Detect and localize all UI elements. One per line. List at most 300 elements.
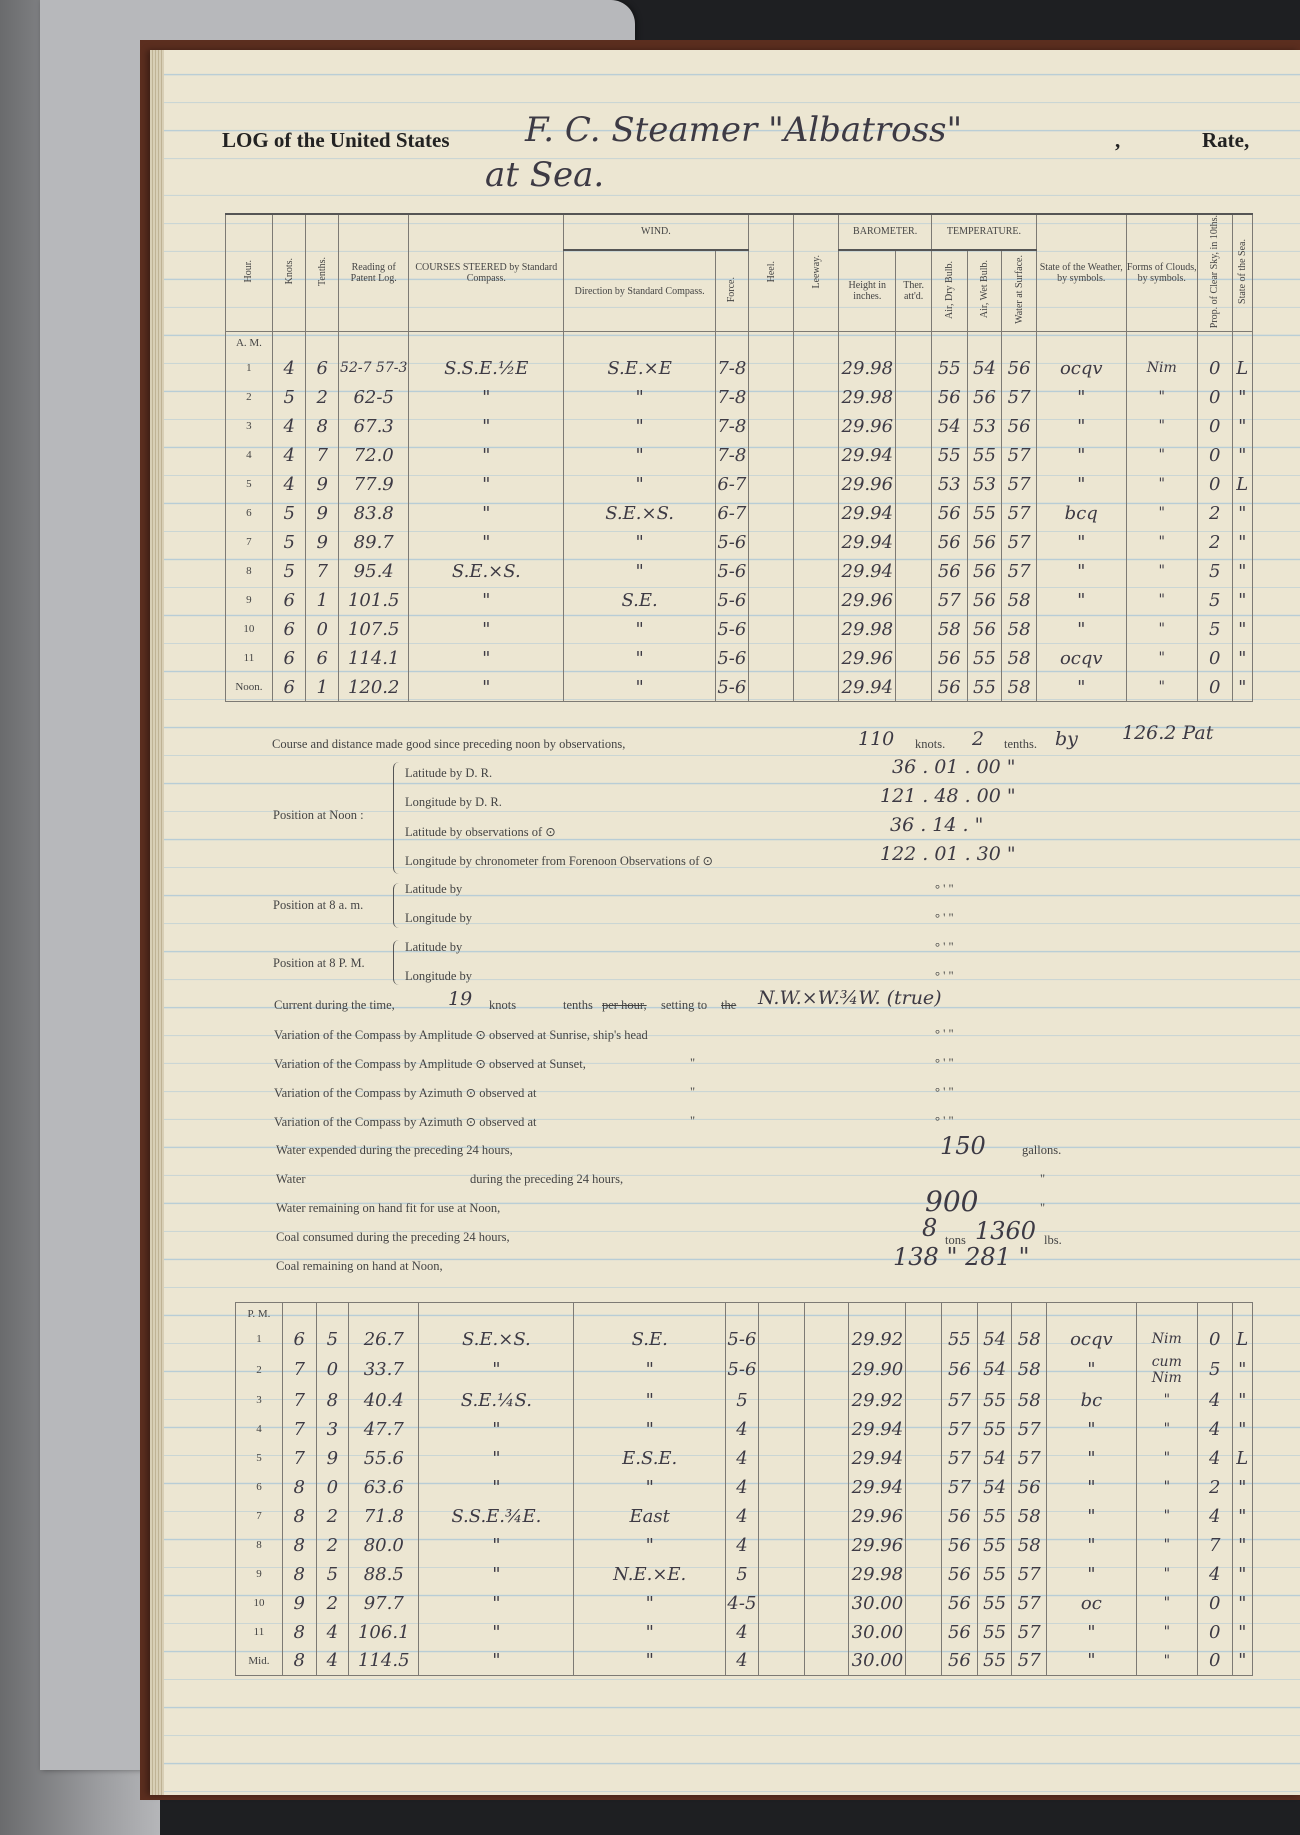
weather-cell: bcq [1036,499,1126,528]
tons-label: tons [945,1233,966,1247]
table-bottom [726,1676,759,1682]
barometer-cell: 29.98 [849,1560,906,1589]
water-temp-cell: 57 [1002,441,1037,470]
knots-cell: 6 [282,1325,316,1354]
heel-cell [758,1560,804,1589]
therm-attached-cell [896,354,932,383]
lat-8pm-label: Latitude by [405,940,463,954]
log-row [226,586,1253,615]
weather-cell: " [1047,1444,1137,1473]
knots-label: knots. [915,737,946,751]
clouds-cell: " [1136,1473,1197,1502]
variation-sunset-value: ° ' " [935,1056,954,1070]
patent-log-cell: 26.7 [349,1325,419,1354]
table-bottom [236,1676,283,1682]
heel-cell [758,1647,804,1676]
tenths-cell: 0 [306,615,339,644]
tenths-cell: 7 [306,557,339,586]
air-dry-cell: 57 [942,1473,978,1502]
water-label: Water [276,1172,306,1186]
therm-attached-cell [896,383,932,412]
tenths-cell: 5 [316,1560,349,1589]
log-row [236,1444,1253,1473]
air-wet-cell: 55 [977,1589,1012,1618]
therm-attached-cell [906,1618,942,1647]
col-knots: Knots. [272,214,306,332]
clouds-cell: " [1126,499,1197,528]
empty-cell [849,1303,906,1325]
water-temp-cell: 58 [1002,586,1037,615]
wind-direction-cell: East [574,1502,726,1531]
knots-cell: 4 [272,354,306,383]
table-bottom [1002,702,1037,708]
rate-label: Rate, [1202,128,1250,152]
heel-cell [758,1473,804,1502]
therm-attached-cell [906,1560,942,1589]
sea-state-cell: " [1232,383,1252,412]
col-wind-force: Force. [716,250,749,332]
air-dry-cell: 56 [931,557,967,586]
barometer-cell: 29.94 [839,557,896,586]
table-bottom [1232,1676,1253,1682]
knots-cell: 6 [272,673,306,702]
distance-label: Course and distance made good since preceding noon by observations, [272,737,626,751]
wind-force-cell: 5-6 [716,673,749,702]
weather-cell: ocqv [1036,644,1126,673]
weather-cell: ocqv [1036,354,1126,383]
leeway-cell [804,1325,849,1354]
air-wet-cell: 55 [967,644,1002,673]
sea-state-cell: " [1232,1502,1253,1531]
sea-state-cell: L [1232,1444,1253,1473]
lon-dr-value: 121 . 48 . 00 " [880,785,1016,807]
wind-force-cell: 4-5 [726,1589,759,1618]
wind-force-cell: 5-6 [716,644,749,673]
knots-cell: 8 [282,1531,316,1560]
patent-log-cell: 89.7 [339,528,409,557]
clear-sky-cell: 0 [1197,673,1232,702]
weather-cell: bc [1047,1386,1137,1415]
hour-cell: Noon. [226,673,273,702]
clouds-cell: " [1136,1531,1197,1560]
lon-8pm-label: Longitude by [405,969,473,983]
wind-direction-cell: " [574,1415,726,1444]
heel-cell [758,1415,804,1444]
log-row [236,1560,1253,1589]
air-dry-cell: 56 [931,673,967,702]
sea-state-cell: " [1232,644,1252,673]
course-cell: " [419,1415,574,1444]
clear-sky-cell: 2 [1197,499,1232,528]
log-row [236,1415,1253,1444]
wind-force-cell: 4 [726,1647,759,1676]
log-row [236,1386,1253,1415]
table-bottom [896,702,932,708]
course-cell: " [409,499,564,528]
patent-log-cell: 83.8 [339,499,409,528]
col-weather: State of the Weather, by symbols. [1036,214,1126,332]
barometer-cell: 29.94 [839,673,896,702]
barometer-cell: 29.96 [839,644,896,673]
clear-sky-cell: 4 [1197,1502,1232,1531]
hour-cell: 3 [236,1386,283,1415]
air-dry-cell: 56 [942,1502,978,1531]
knots-cell: 7 [282,1444,316,1473]
empty-cell [931,332,967,354]
tenths-cell: 7 [306,441,339,470]
therm-attached-cell [906,1325,942,1354]
water-temp-cell: 57 [1002,557,1037,586]
variation-sunset-ditto: " [690,1056,696,1070]
table-bottom [419,1676,574,1682]
hour-cell: 11 [226,644,273,673]
wind-force-cell: 4 [726,1415,759,1444]
knots-cell: 8 [282,1618,316,1647]
empty-cell [419,1303,574,1325]
barometer-cell: 29.96 [849,1531,906,1560]
sea-state-cell: " [1232,1386,1253,1415]
empty-cell [339,332,409,354]
clear-sky-cell: 5 [1197,615,1232,644]
heel-cell [748,412,794,441]
log-row [226,528,1253,557]
wind-force-cell: 5-6 [716,557,749,586]
air-wet-cell: 55 [977,1560,1012,1589]
heel-cell [748,441,794,470]
leeway-cell [794,557,839,586]
water-temp-cell: 57 [1012,1589,1047,1618]
barometer-cell: 29.94 [839,499,896,528]
course-cell: S.E.×S. [409,557,564,586]
therm-attached-cell [896,586,932,615]
heel-cell [758,1325,804,1354]
therm-attached-cell [896,499,932,528]
col-air-dry: Air, Dry Bulb. [931,250,967,332]
knots-cell: 7 [282,1354,316,1386]
log-row [226,470,1253,499]
knots-cell: 9 [282,1589,316,1618]
empty-cell [1012,1303,1047,1325]
barometer-cell: 29.92 [849,1325,906,1354]
therm-attached-cell [896,673,932,702]
clouds-cell: " [1126,673,1197,702]
wind-direction-cell: S.E.×E [564,354,716,383]
tenths-cell: 3 [316,1415,349,1444]
sea-state-cell: " [1232,615,1252,644]
current-knots-label: knots [489,998,517,1012]
col-hour: Hour. [226,214,273,332]
weather-cell: " [1036,412,1126,441]
sea-state-cell: " [1232,1589,1253,1618]
wind-force-cell: 4 [726,1444,759,1473]
air-dry-cell: 57 [942,1444,978,1473]
lon-8pm-value: ° ' " [935,969,954,983]
air-dry-cell: 57 [942,1415,978,1444]
leeway-cell [794,383,839,412]
log-row [226,644,1253,673]
course-cell: " [409,644,564,673]
wind-force-cell: 5-6 [726,1354,759,1386]
wind-direction-cell: " [564,673,716,702]
air-wet-cell: 56 [967,586,1002,615]
wind-force-cell: 4 [726,1618,759,1647]
wind-force-cell: 7-8 [716,383,749,412]
patent-log-cell: 120.2 [339,673,409,702]
air-dry-cell: 55 [931,354,967,383]
hour-cell: 7 [226,528,273,557]
log-row [236,1502,1253,1531]
clouds-cell: " [1136,1415,1197,1444]
barometer-cell: 29.96 [849,1502,906,1531]
lat-dr-label: Latitude by D. R. [405,766,493,780]
wind-force-cell: 4 [726,1473,759,1502]
clear-sky-cell: 0 [1197,1589,1232,1618]
barometer-cell: 29.92 [849,1386,906,1415]
air-dry-cell: 57 [942,1386,978,1415]
current-knots: 19 [448,988,473,1010]
hour-cell: 2 [226,383,273,412]
course-cell: " [409,441,564,470]
empty-cell [574,1303,726,1325]
wind-direction-cell: " [574,1531,726,1560]
therm-attached-cell [896,470,932,499]
water-temp-cell: 56 [1002,354,1037,383]
patent-log-cell: 72.0 [339,441,409,470]
coal-consumed-label: Coal consumed during the preceding 24 hours, [276,1230,510,1244]
wind-force-cell: 5-6 [716,528,749,557]
barometer-cell: 29.98 [839,383,896,412]
wind-direction-cell: " [564,470,716,499]
empty-cell [349,1303,419,1325]
course-cell: " [409,673,564,702]
lon-chron-value: 122 . 01 . 30 " [880,843,1016,865]
heel-cell [748,528,794,557]
empty-cell [967,332,1002,354]
leeway-cell [794,673,839,702]
heel-cell [758,1589,804,1618]
col-wind-direction: Direction by Standard Compass. [564,250,716,332]
table-bottom [931,702,967,708]
clear-sky-cell: 2 [1197,528,1232,557]
distance-note: by [1055,728,1078,750]
sea-state-cell: " [1232,441,1252,470]
tenths-cell: 1 [306,586,339,615]
clouds-cell: " [1126,470,1197,499]
log-row [236,1531,1253,1560]
clouds-cell: " [1126,528,1197,557]
current-label: Current during the time, [274,998,395,1012]
course-cell: S.E.×S. [419,1325,574,1354]
course-cell: " [409,586,564,615]
knots-cell: 4 [272,441,306,470]
heel-cell [758,1502,804,1531]
col-leeway: Leeway. [794,214,839,332]
leeway-cell [794,412,839,441]
air-wet-cell: 53 [967,470,1002,499]
air-wet-cell: 55 [967,441,1002,470]
wind-direction-cell: " [564,557,716,586]
course-cell: " [419,1589,574,1618]
tenths-cell: 9 [306,499,339,528]
weather-cell: " [1047,1647,1137,1676]
barometer-cell: 29.98 [839,615,896,644]
tenths-cell: 8 [306,412,339,441]
table-bottom [967,702,1002,708]
8pm-brace [393,940,400,985]
patent-log-cell: 55.6 [349,1444,419,1473]
clear-sky-cell: 0 [1197,644,1232,673]
col-temperature: TEMPERATURE. [931,214,1036,250]
wind-direction-cell: " [564,412,716,441]
therm-attached-cell [906,1589,942,1618]
weather-cell: " [1036,528,1126,557]
barometer-cell: 29.94 [849,1444,906,1473]
variation-sunrise-label: Variation of the Compass by Amplitude ⊙ observed at Sunrise, ship's head [274,1028,648,1042]
wind-direction-cell: " [564,615,716,644]
barometer-cell: 29.94 [839,528,896,557]
leeway-cell [804,1589,849,1618]
knots-cell: 8 [282,1473,316,1502]
col-heel: Heel. [748,214,794,332]
water-temp-cell: 56 [1002,412,1037,441]
table-bottom [1012,1676,1047,1682]
sea-state-cell: " [1232,1354,1253,1386]
tenths-cell: 0 [316,1354,349,1386]
air-wet-cell: 56 [967,528,1002,557]
current-tenths-label: tenths [563,998,593,1012]
wind-direction-cell: N.E.×E. [574,1560,726,1589]
col-clear-sky: Prop. of Clear Sky, in 10ths. [1197,214,1232,332]
heel-cell [748,673,794,702]
air-dry-cell: 55 [942,1325,978,1354]
hour-cell: 9 [236,1560,283,1589]
table-bottom [942,1676,978,1682]
weather-cell: " [1036,557,1126,586]
clear-sky-cell: 0 [1197,470,1232,499]
variation-azimuth1-value: ° ' " [935,1085,954,1099]
weather-cell: " [1036,673,1126,702]
hour-cell: 10 [226,615,273,644]
patent-log-cell: 107.5 [339,615,409,644]
course-cell: " [419,1647,574,1676]
lon-8am-value: ° ' " [935,911,954,925]
table-bottom [758,1676,804,1682]
table-bottom [226,702,273,708]
weather-cell: " [1036,383,1126,412]
lon-8am-label: Longitude by [405,911,473,925]
patent-log-cell: 114.5 [349,1647,419,1676]
log-row [226,354,1253,383]
knots-cell: 6 [272,615,306,644]
clouds-cell: " [1126,412,1197,441]
course-cell: " [419,1354,574,1386]
table-bottom [409,702,564,708]
leeway-cell [804,1531,849,1560]
patent-log-cell: 67.3 [339,412,409,441]
knots-cell: 6 [272,644,306,673]
heel-cell [758,1618,804,1647]
water-temp-cell: 58 [1012,1325,1047,1354]
hour-cell: 9 [226,586,273,615]
course-cell: " [409,470,564,499]
am-log-table [225,213,1253,708]
empty-cell [977,1303,1012,1325]
wind-direction-cell: " [574,1618,726,1647]
clear-sky-cell: 5 [1197,586,1232,615]
therm-attached-cell [896,644,932,673]
leeway-cell [794,499,839,528]
air-wet-cell: 56 [967,383,1002,412]
table-bottom [849,1676,906,1682]
leeway-cell [804,1618,849,1647]
air-wet-cell: 55 [977,1502,1012,1531]
clouds-cell: " [1136,1502,1197,1531]
heel-cell [748,615,794,644]
8am-brace [393,883,400,928]
weather-cell: " [1047,1560,1137,1589]
wind-direction-cell: " [564,383,716,412]
air-wet-cell: 54 [977,1473,1012,1502]
tenths-cell: 6 [306,644,339,673]
hour-cell: 1 [236,1325,283,1354]
water-temp-cell: 57 [1012,1444,1047,1473]
wind-force-cell: 7-8 [716,354,749,383]
pm-log-table [235,1302,1253,1682]
wind-direction-cell: " [574,1589,726,1618]
empty-cell [716,332,749,354]
water-remaining-label: Water remaining on hand fit for use at Noon, [276,1201,501,1215]
wind-direction-cell: S.E.×S. [564,499,716,528]
log-row [226,499,1253,528]
leeway-cell [794,441,839,470]
clouds-cell: Nim [1136,1325,1197,1354]
water-remaining-value: 900 [925,1185,979,1218]
air-dry-cell: 55 [931,441,967,470]
table-bottom [1197,1676,1232,1682]
knots-cell: 5 [272,557,306,586]
sea-state-cell: " [1232,1618,1253,1647]
clear-sky-cell: 5 [1197,1354,1232,1386]
col-wind: WIND. [564,214,748,250]
empty-cell [316,1303,349,1325]
sea-state-cell: L [1232,470,1252,499]
knots-cell: 5 [272,528,306,557]
therm-attached-cell [896,557,932,586]
heel-cell [748,383,794,412]
lon-dr-label: Longitude by D. R. [405,795,502,809]
sea-state-cell: " [1232,1473,1253,1502]
empty-cell [1136,1303,1197,1325]
clouds-cell: " [1136,1647,1197,1676]
clear-sky-cell: 0 [1197,441,1232,470]
clear-sky-cell: 0 [1197,1647,1232,1676]
leeway-cell [804,1415,849,1444]
knots-cell: 4 [272,412,306,441]
current-setting-label: setting to [661,998,708,1012]
table-bottom [282,1676,316,1682]
log-row [226,383,1253,412]
table-bottom [906,1676,942,1682]
tenths-cell: 2 [306,383,339,412]
position-8am-label: Position at 8 a. m. [273,898,364,912]
position-noon-label: Position at Noon : [273,808,364,822]
hour-cell: 6 [226,499,273,528]
empty-cell [1002,332,1037,354]
table-bottom [1197,702,1232,708]
sea-state-cell: " [1232,557,1252,586]
heel-cell [748,586,794,615]
tenths-cell: 9 [306,470,339,499]
